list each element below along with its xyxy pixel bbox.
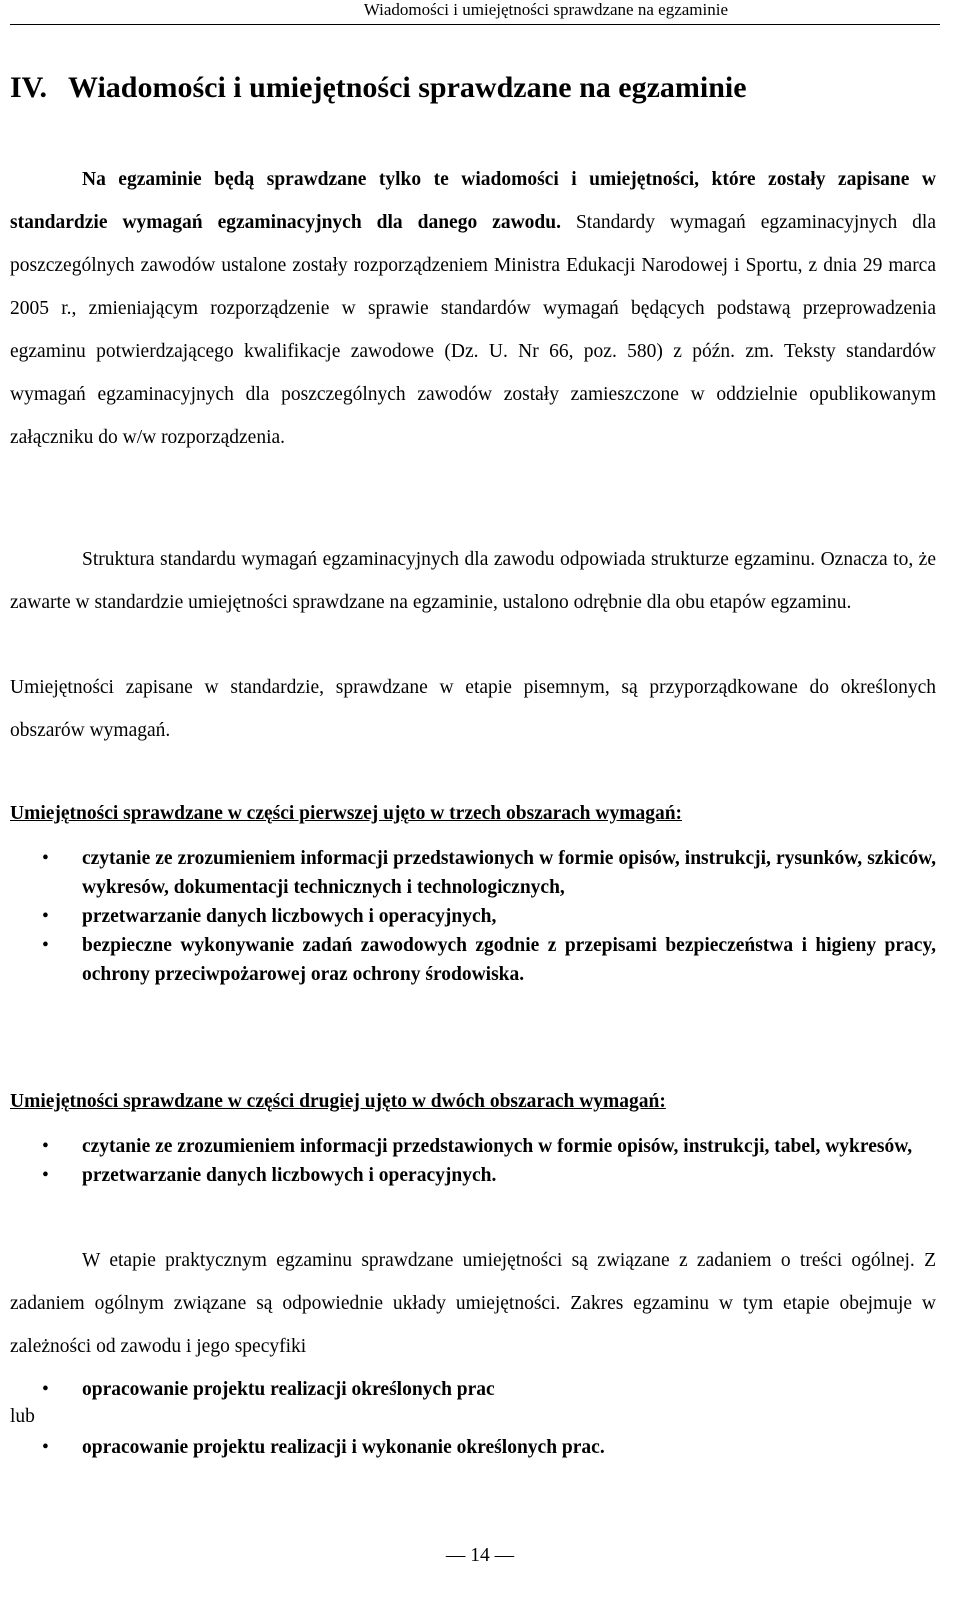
list-item-text: przetwarzanie danych liczbowych i operacyjnych,: [82, 906, 497, 927]
list-item-text: czytanie ze zrozumieniem informacji przedstawionych w formie opisów, instrukcji, tabel, wykresów,: [82, 1136, 913, 1157]
list-item: [0, 1161, 936, 1190]
list-item-text: opracowanie projektu realizacji i wykonanie określonych prac.: [82, 1437, 605, 1458]
bullet-icon: •: [42, 1379, 49, 1400]
bullet-icon: •: [42, 906, 49, 927]
written-stage-paragraph: Umiejętności zapisane w standardzie, sprawdzane w etapie pisemnym, są przyporządkowane do określonych obszarów wymagań.: [10, 677, 936, 741]
bullet-icon: •: [42, 1437, 49, 1458]
bullet-icon: •: [42, 935, 49, 956]
list-item-text: przetwarzanie danych liczbowych i operacyjnych.: [82, 1165, 497, 1186]
list-item: [0, 931, 936, 989]
intro-paragraph: [10, 158, 936, 459]
structure-paragraph: Struktura standardu wymagań egzaminacyjnych dla zawodu odpowiada strukturze egzaminu. Oznacza to, że zawarte w standardzie umiejętności sprawdzane na egzaminie, ustalono odrębnie dla obu etapów egzaminu.: [10, 549, 936, 613]
list-item: [0, 1132, 936, 1161]
list-item: [0, 1433, 936, 1462]
list-item: [0, 844, 936, 902]
part-two-list: [0, 1132, 936, 1190]
chapter-title-text: Wiadomości i umiejętności sprawdzane na egzaminie: [68, 71, 747, 104]
running-header: Wiadomości i umiejętności sprawdzane na egzaminie: [363, 0, 728, 19]
list-item-text: bezpieczne wykonywanie zadań zawodowych zgodnie z przepisami bezpieczeństwa i higieny pracy, ochrony przeciwpożarowej oraz ochrony środowiska.: [82, 935, 936, 985]
part-one-heading: Umiejętności sprawdzane w części pierwszej ujęto w trzech obszarach wymagań:: [10, 803, 683, 824]
chapter-title: [10, 70, 747, 106]
intro-text: Standardy wymagań egzaminacyjnych dla poszczególnych zawodów ustalone zostały rozporządzeniem Ministra Edukacji Narodowej i Sportu, z dnia 29 marca 2005 r., zmieniającym rozporządzenie w sprawie standardów wymagań będących podstawą przeprowadzenia egzaminu potwierdzającego kwalifikacje zawodowe (Dz. U. Nr 66, poz. 580) z późn. zm. Teksty standardów wymagań egzaminacyjnych dla poszczególnych zawodów zostały zamieszczone w oddzielnie opublikowanym załączniku do w/w rozporządzenia.: [10, 212, 936, 448]
list-item: [0, 1375, 936, 1404]
list-item-text: czytanie ze zrozumieniem informacji przedstawionych w formie opisów, instrukcji, rysunków, szkiców, wykresów, dokumentacji technicznych i technologicznych,: [82, 848, 936, 898]
page-number: — 14 —: [445, 1545, 515, 1566]
bullet-icon: •: [42, 1136, 49, 1157]
intro-bold-lead: Na egzaminie będą sprawdzane tylko te wiadomości i umiejętności, które zostały zapisane w standardzie wymagań egzaminacyjnych dla danego zawodu.: [10, 169, 936, 233]
part-one-list: [0, 844, 936, 989]
header-rule: [10, 24, 940, 25]
list-item: [0, 902, 936, 931]
part-two-heading: Umiejętności sprawdzane w części drugiej ujęto w dwóch obszarach wymagań:: [10, 1091, 666, 1112]
list-item-text: opracowanie projektu realizacji określonych prac: [82, 1379, 495, 1400]
practical-option-first: [0, 1375, 936, 1404]
bullet-icon: •: [42, 1165, 49, 1186]
chapter-number: IV.: [10, 71, 47, 104]
practical-option-second: [0, 1433, 936, 1462]
bullet-icon: •: [42, 848, 49, 869]
practical-stage-paragraph: W etapie praktycznym egzaminu sprawdzane umiejętności są związane z zadaniem o treści ogólnej. Z zadaniem ogólnym związane są odpowiednie układy umiejętności. Zakres egzaminu w tym etapie obejmuje w zależności od zawodu i jego specyfiki: [10, 1250, 936, 1357]
option-connector: lub: [10, 1406, 35, 1427]
